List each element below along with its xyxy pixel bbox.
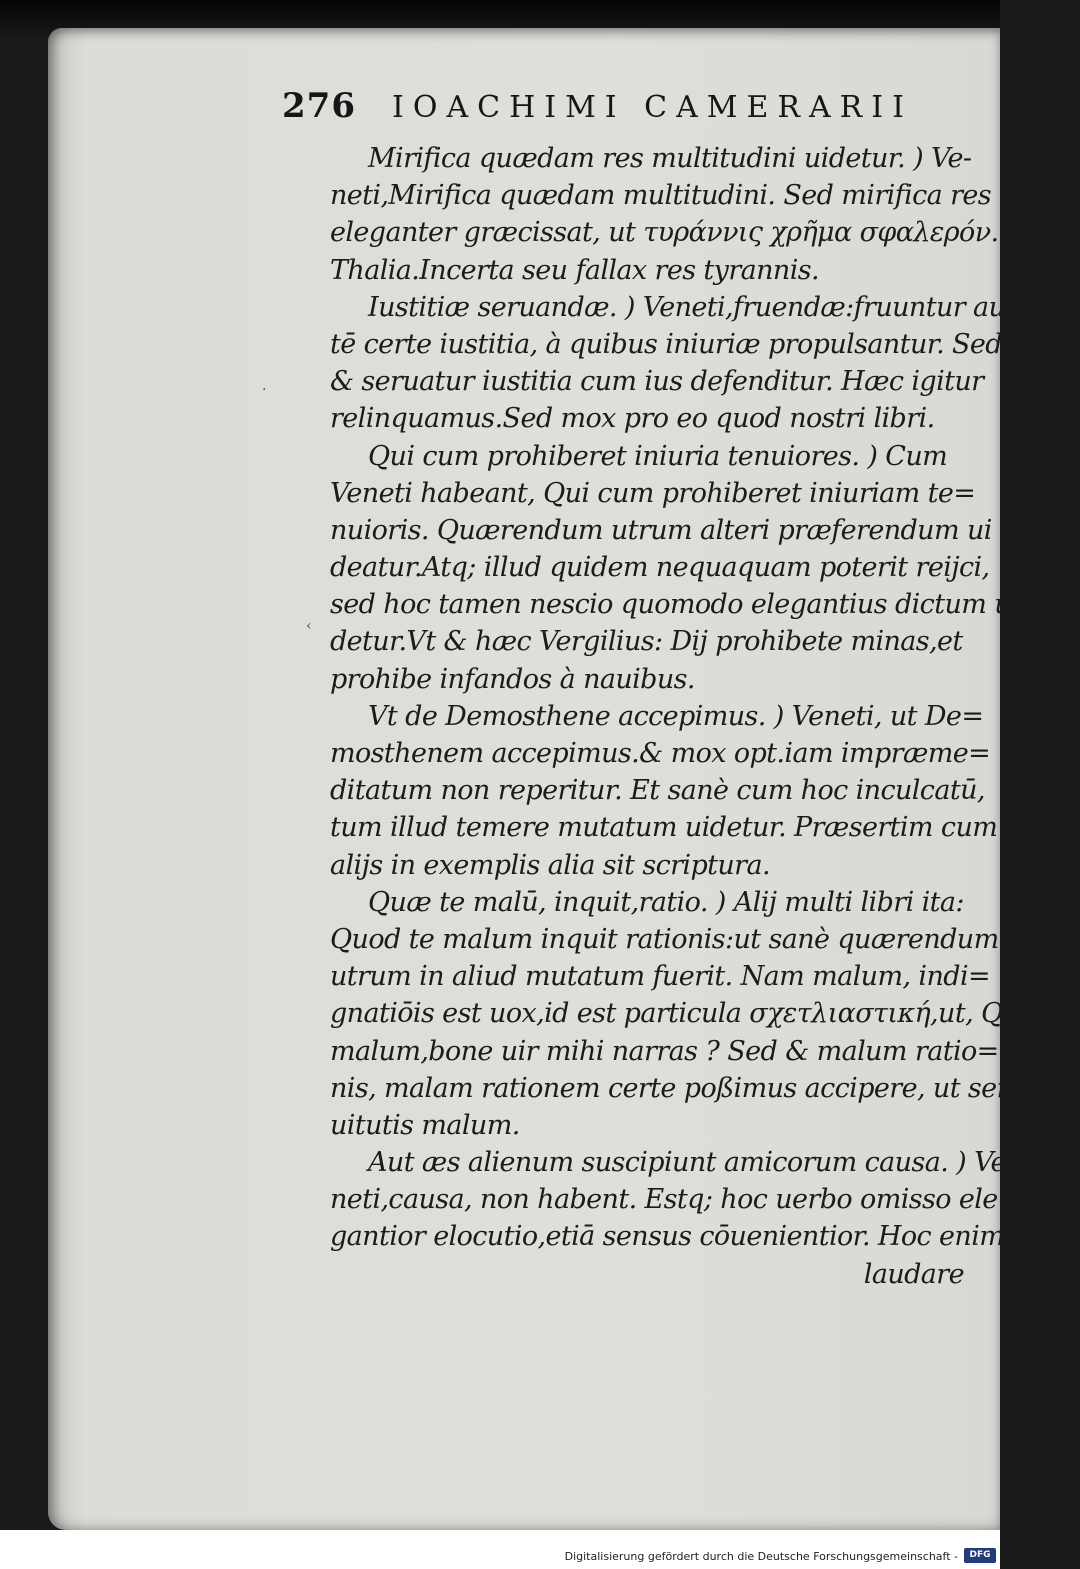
page-number: 276 — [282, 86, 356, 126]
funding-credit: Digitalisierung gefördert durch die Deutsche Forschungsgemeinschaft - — [564, 1550, 958, 1563]
text-line: mosthenem accepimus.& mox opt.iam impræme= — [330, 738, 991, 769]
text-line: tē certe iustitia, à quibus iniuriæ propulsantur. Sed — [330, 328, 1002, 360]
text-line: Aut æs alienum suscipiunt amicorum causa. ) Ve — [368, 1147, 1006, 1179]
text-line: gantior elocutio,etiā sensus cōuenientior. Hoc enim — [330, 1221, 1005, 1253]
footer-bar — [0, 1530, 1000, 1569]
text-line: Mirifica quædam res multitudini uidetur. ) Ve- — [368, 143, 972, 174]
running-title: IOACHIMI CAMERARII — [392, 90, 913, 125]
text-line: Iustitiæ seruandæ. ) Veneti,fruendæ:fruuntur au — [368, 291, 1006, 323]
text-line: gnatiōis est uox,id est particula σχετλιαστική,ut, Quid, — [330, 998, 1053, 1030]
text-line: Veneti habeant, Qui cum prohiberet iniuriam te= — [330, 477, 976, 509]
body-text — [330, 140, 1080, 1293]
text-line: neti,causa, non habent. Estq; hoc uerbo omisso ele= — [330, 1184, 1020, 1216]
text-line: detur.Vt & hæc Vergilius: Dij prohibete minas,et — [330, 626, 963, 658]
text-line: Vt de Demosthene accepimus. ) Veneti, ut De= — [368, 700, 984, 732]
text-line: Quod te malum inquit rationis:ut sanè quærendum — [330, 923, 999, 955]
text-line: prohibe infandos à nauibus. — [330, 663, 695, 695]
margin-mark: · — [262, 382, 267, 398]
margin-mark: ‹ — [306, 618, 312, 634]
text-line: Thalia.Incerta seu fallax res tyrannis. — [330, 254, 819, 286]
text-line: relinquamus.Sed mox pro eo quod nostri libri. — [330, 403, 935, 435]
text-line: eleganter græcissat, ut τυράννις χρῆμα σφαλερόν. Hero. — [330, 217, 1080, 249]
text-line: sed hoc tamen nescio quomodo elegantius dictum ui — [330, 589, 1020, 621]
catchword: laudare — [863, 1258, 964, 1290]
text-line: tum illud temere mutatum uidetur. Præsertim cum — [330, 812, 998, 844]
text-line: alijs in exemplis alia sit scriptura. — [330, 849, 770, 881]
text-line: uitutis malum. — [330, 1109, 520, 1141]
text-line: nis, malam rationem certe poßimus accipere, ut ser — [330, 1072, 1009, 1104]
text-line: malum,bone uir mihi narras ? Sed & malum ratio= — [330, 1035, 999, 1067]
text-line: Qui cum prohiberet iniuria tenuiores. ) Cum — [368, 440, 948, 472]
text-line: ditatum non reperitur. Et sanè cum hoc inculcatū, — [330, 775, 985, 807]
running-head — [282, 86, 962, 132]
text-line: deatur.Atq; illud quidem nequaquam poterit reijci, — [330, 552, 990, 584]
text-line: Quæ te malū, inquit,ratio. ) Alij multi libri ita: — [368, 886, 964, 918]
text-line: & seruatur iustitia cum ius defenditur. Hæc igitur — [330, 366, 984, 398]
text-line: utrum in aliud mutatum fuerit. Nam malum, indi= — [330, 961, 990, 993]
text-line: nuioris. Quærendum utrum alteri præferendum ui — [330, 514, 992, 546]
dfg-logo-icon: DFG — [964, 1548, 996, 1563]
text-line: neti,Mirifica quædam multitudini. Sed mirifica res — [330, 180, 992, 212]
